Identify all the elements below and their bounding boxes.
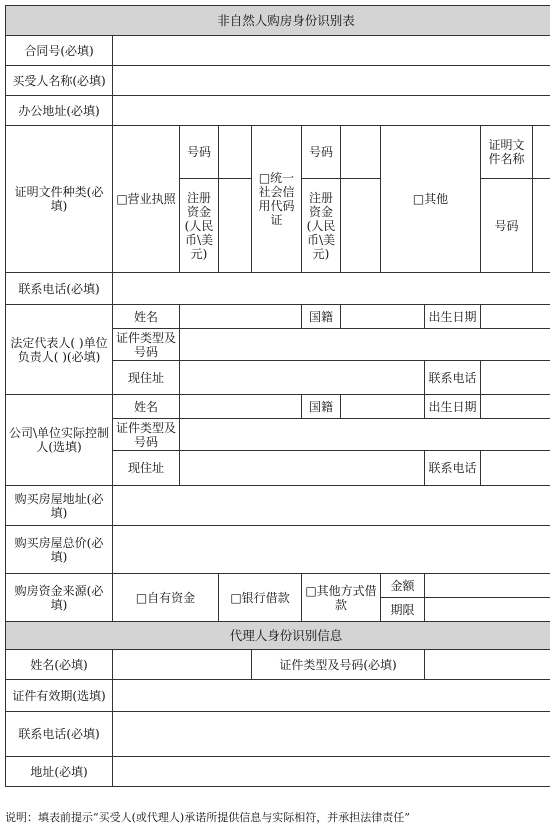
other-loan-checkbox[interactable]: □其他方式借款 xyxy=(302,574,381,622)
legal-rep-birth-label: 出生日期 xyxy=(425,305,481,329)
agent-name-field[interactable] xyxy=(113,650,252,680)
id-validity-label: 证件有效期(选填) xyxy=(6,680,113,712)
agent-phone-label: 联系电话(必填) xyxy=(6,712,113,757)
license-number-field[interactable] xyxy=(219,126,252,179)
credit-capital-field[interactable] xyxy=(341,179,381,273)
controller-name-field[interactable] xyxy=(180,395,302,419)
form-title: 非自然人购房身份识别表 xyxy=(6,6,550,36)
legal-rep-address-field[interactable] xyxy=(180,361,425,395)
license-number-label: 号码 xyxy=(180,126,219,179)
legal-rep-nationality-label: 国籍 xyxy=(302,305,341,329)
doc-name-label: 证明文件名称 xyxy=(481,126,533,179)
bank-loan-checkbox[interactable]: □银行借款 xyxy=(219,574,302,622)
house-price-field[interactable] xyxy=(113,526,550,574)
legal-rep-id-label: 证件类型及号码 xyxy=(113,329,180,361)
buyer-name-field[interactable] xyxy=(113,66,550,96)
legal-rep-name-field[interactable] xyxy=(180,305,302,329)
identity-form xyxy=(5,5,532,787)
license-capital-label: 注册资金(人民币\美元) xyxy=(180,179,219,273)
controller-address-field[interactable] xyxy=(180,451,425,486)
legal-rep-address-label: 现住址 xyxy=(113,361,180,395)
controller-birth-field[interactable] xyxy=(481,395,550,419)
agent-id-type-label: 证件类型及号码(必填) xyxy=(252,650,425,680)
controller-nationality-label: 国籍 xyxy=(302,395,341,419)
doc-name-field[interactable] xyxy=(533,126,550,179)
controller-label: 公司\单位实际控制人(选填) xyxy=(6,395,113,486)
footer-note: 说明：填表前提示“买受人(或代理人)承诺所提供信息与实际相符，并承担法律责任” xyxy=(5,811,410,824)
controller-id-label: 证件类型及号码 xyxy=(113,419,180,451)
amount-field[interactable] xyxy=(425,574,550,598)
controller-id-field[interactable] xyxy=(180,419,550,451)
agent-phone-field[interactable] xyxy=(113,712,550,757)
office-address-field[interactable] xyxy=(113,96,550,126)
phone-required-field[interactable] xyxy=(113,273,550,305)
legal-rep-phone-field[interactable] xyxy=(481,361,550,395)
house-address-label: 购买房屋地址(必填) xyxy=(6,486,113,526)
legal-rep-name-label: 姓名 xyxy=(113,305,180,329)
controller-address-label: 现住址 xyxy=(113,451,180,486)
credit-number-field[interactable] xyxy=(341,126,381,179)
office-address-label: 办公地址(必填) xyxy=(6,96,113,126)
agent-name-label: 姓名(必填) xyxy=(6,650,113,680)
fund-source-label: 购房资金来源(必填) xyxy=(6,574,113,622)
credit-code-checkbox[interactable]: □统一社会信用代码证 xyxy=(252,126,302,273)
legal-rep-label: 法定代表人( )单位负责人( )(必填) xyxy=(6,305,113,395)
credit-number-label: 号码 xyxy=(302,126,341,179)
house-address-field[interactable] xyxy=(113,486,550,526)
buyer-name-label: 买受人名称(必填) xyxy=(6,66,113,96)
controller-birth-label: 出生日期 xyxy=(425,395,481,419)
controller-phone-field[interactable] xyxy=(481,451,550,486)
amount-label: 金额 xyxy=(381,574,425,598)
business-license-checkbox[interactable]: □营业执照 xyxy=(113,126,180,273)
controller-nationality-field[interactable] xyxy=(341,395,425,419)
term-field[interactable] xyxy=(425,598,550,622)
contract-no-label: 合同号(必填) xyxy=(6,36,113,66)
controller-name-label: 姓名 xyxy=(113,395,180,419)
agent-address-label: 地址(必填) xyxy=(6,757,113,787)
phone-required-label: 联系电话(必填) xyxy=(6,273,113,305)
legal-rep-birth-field[interactable] xyxy=(481,305,550,329)
id-doc-type-label: 证明文件种类(必填) xyxy=(6,126,113,273)
doc-number-field[interactable] xyxy=(533,179,550,273)
other-checkbox[interactable]: □其他 xyxy=(381,126,481,273)
legal-rep-nationality-field[interactable] xyxy=(341,305,425,329)
contract-no-field[interactable] xyxy=(113,36,550,66)
house-price-label: 购买房屋总价(必填) xyxy=(6,526,113,574)
own-funds-checkbox[interactable]: □自有资金 xyxy=(113,574,219,622)
credit-capital-label: 注册资金(人民币\美元) xyxy=(302,179,341,273)
term-label: 期限 xyxy=(381,598,425,622)
form-table xyxy=(5,5,550,787)
legal-rep-phone-label: 联系电话 xyxy=(425,361,481,395)
controller-phone-label: 联系电话 xyxy=(425,451,481,486)
agent-header: 代理人身份识别信息 xyxy=(6,622,550,650)
agent-address-field[interactable] xyxy=(113,757,550,787)
legal-rep-id-field[interactable] xyxy=(180,329,550,361)
id-validity-field[interactable] xyxy=(113,680,550,712)
doc-number-label: 号码 xyxy=(481,179,533,273)
agent-id-type-field[interactable] xyxy=(425,650,550,680)
license-capital-field[interactable] xyxy=(219,179,252,273)
